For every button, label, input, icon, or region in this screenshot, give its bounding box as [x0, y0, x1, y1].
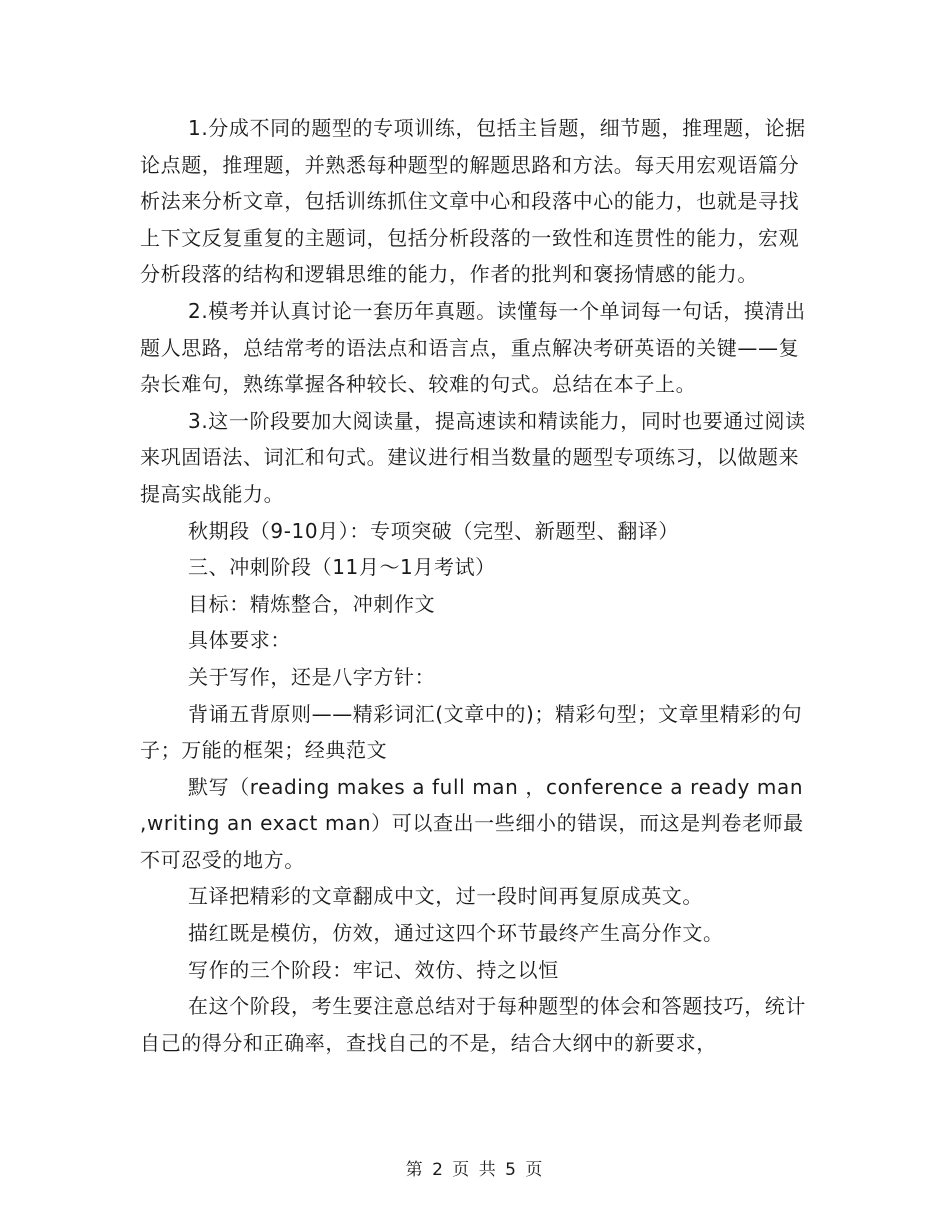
section-heading-sprint: 三、冲刺阶段（11月～1月考试）	[188, 555, 496, 580]
document-body	[140, 110, 812, 1061]
paragraph-item-3: 3.这一阶段要加大阅读量，提高速读和精读能力，同时也要通过阅读来巩固语法、词汇和句式。建议进行相当数量的题型专项练习，以做题来提高实战能力。	[140, 408, 806, 506]
paragraph-item-2: 2.模考并认真讨论一套历年真题。读懂每一个单词每一句话，摸清出题人思路，总结常考的语法点和语言点，重点解决考研英语的关键——复杂长难句，熟练掌握各种较长、较难的句式。总结在本子上。	[140, 298, 806, 397]
paragraph-three-stages: 写作的三个阶段：牢记、效仿、持之以恒	[188, 957, 559, 982]
paragraph-dictation: 默写（reading makes a full man ，conference a ready man ,writing an exact man）可以查出一些细小的错误，而这是判卷老师最不可忍受的地方。	[140, 774, 804, 872]
paragraph-autumn-stage: 秋期段（9-10月）：专项突破（完型、新题型、翻译）	[188, 518, 679, 543]
paragraph-summary: 在这个阶段，考生要注意总结对于每种题型的体会和答题技巧，统计自己的得分和正确率，查找自己的不是，结合大纲中的新要求，	[140, 994, 806, 1055]
paragraph-recite: 背诵五背原则——精彩词汇(文章中的)；精彩句型；文章里精彩的句子；万能的框架；经典范文	[140, 701, 803, 763]
paragraph-translation: 互译把精彩的文章翻成中文，过一段时间再复原成英文。	[188, 884, 703, 909]
page-number-label: 第 2 页 共 5 页	[405, 1160, 545, 1180]
paragraph-item-1: 1.分成不同的题型的专项训练，包括主旨题，细节题，推理题，论据论点题，推理题，并熟悉每种题型的解题思路和方法。每天用宏观语篇分析法来分析文章，包括训练抓住文章中心和段落中心的能力，也就是寻找上下文反复重复的主题词，包括分析段落的一致性和连贯性的能力，宏观分析段落的结构和逻辑思维的能力，作者的批判和褒扬情感的能力。	[140, 116, 806, 287]
paragraph-goal: 目标：精炼整合，冲刺作文	[188, 591, 436, 616]
paragraph-writing-principle: 关于写作，还是八字方针：	[188, 664, 436, 689]
page-footer	[0, 1155, 950, 1180]
paragraph-tracing: 描红既是模仿，仿效，通过这四个环节最终产生高分作文。	[188, 921, 724, 946]
paragraph-requirements: 具体要求：	[188, 628, 291, 653]
